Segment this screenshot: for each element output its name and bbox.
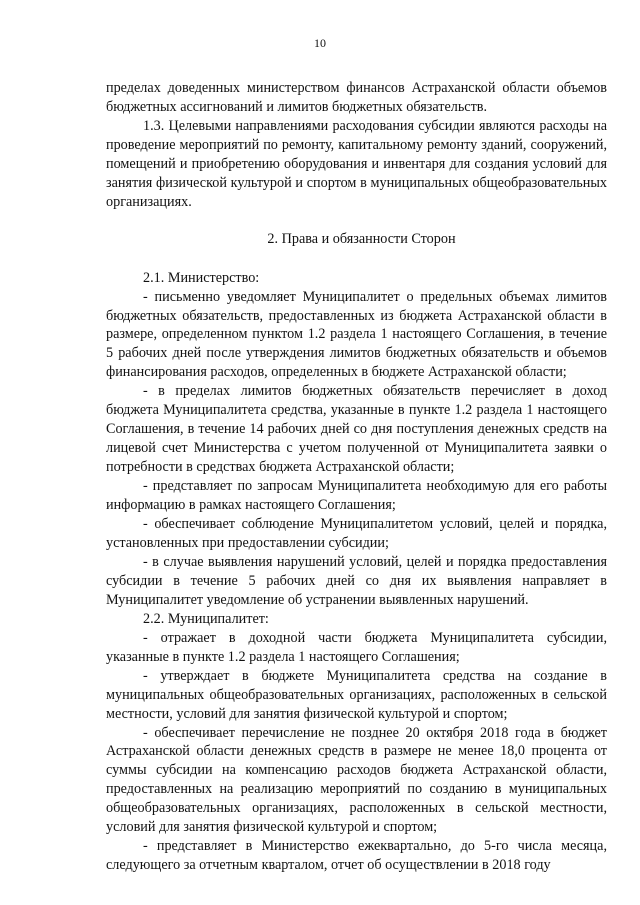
- document-body: [106, 79, 607, 875]
- section-title: 2. Права и обязанности Сторон: [267, 230, 456, 247]
- page-number: 10: [314, 36, 326, 50]
- municipality-item: - отражает в доходной части бюджета Муниципалитета субсидии, указанные в пункте 1.2 раздела 1 настоящего Соглашения;: [106, 629, 607, 665]
- ministry-item: - в пределах лимитов бюджетных обязательств перечисляет в доход бюджета Муниципалитета средства, указанные в пункте 1.2 раздела 1 настоящего Соглашения, в течение 14 рабочих дней со дня поступления денежных средств на лицевой счет Министерства с учетом полученной от Муниципалитета заявки о потребности в средствах бюджета Астраханской области;: [106, 383, 607, 476]
- municipality-item: - утверждает в бюджете Муниципалитета средства на создание в муниципальных общеобразовательных организациях, расположенных в сельской местности, условий для занятия физической культурой и спортом;: [106, 667, 607, 722]
- municipality-heading: 2.2. Муниципалитет:: [143, 610, 269, 627]
- ministry-item: - обеспечивает соблюдение Муниципалитетом условий, целей и порядка, установленных при предоставлении субсидии;: [106, 516, 607, 551]
- municipality-item: - обеспечивает перечисление не позднее 20 октября 2018 года в бюджет Астраханской области денежных средств в размере не менее 18,0 процента от суммы субсидии на компенсацию расходов бюджета Астраханской области, предоставленных на реализацию мероприятий по созданию в муниципальных общеобразовательных организациях, расположенных в сельской местности, условий для занятия физической культурой и спортом;: [106, 724, 607, 836]
- ministry-heading: 2.1. Министерство:: [143, 269, 260, 286]
- ministry-item: - письменно уведомляет Муниципалитет о предельных объемах лимитов бюджетных обязательств, предоставленных из бюджета Астраханской области в размере, определенном пунктом 1.2 раздела 1 настоящего Соглашения, в течение 5 рабочих дней после утверждения лимитов бюджетных обязательств и объемов финансирования расходов, определенных в бюджете Астраханской области;: [106, 288, 607, 381]
- paragraph-continuation: пределах доведенных министерством финансов Астраханской области объемов бюджетных ассигнований и лимитов бюджетных обязательств.: [106, 80, 607, 115]
- municipality-item: - представляет в Министерство ежеквартально, до 5-го числа месяца, следующего за отчетным кварталом, отчет об осуществлении в 2018 году: [106, 838, 607, 874]
- paragraph-1-3: 1.3. Целевыми направлениями расходования субсидии являются расходы на проведение мероприятий по ремонту, капитальному ремонту зданий, сооружений, помещений и приобретению оборудования и инвентаря для создания условий для занятия физической культурой и спортом в муниципальных общеобразовательных организациях.: [106, 117, 607, 210]
- ministry-item: - представляет по запросам Муниципалитета необходимую для его работы информацию в рамках настоящего Соглашения;: [106, 478, 607, 514]
- ministry-item: - в случае выявления нарушений условий, целей и порядка предоставления субсидии в течение 5 рабочих дней со дня их выявления направляет в Муниципалитет уведомление об устранении выявленных нарушений.: [106, 553, 607, 608]
